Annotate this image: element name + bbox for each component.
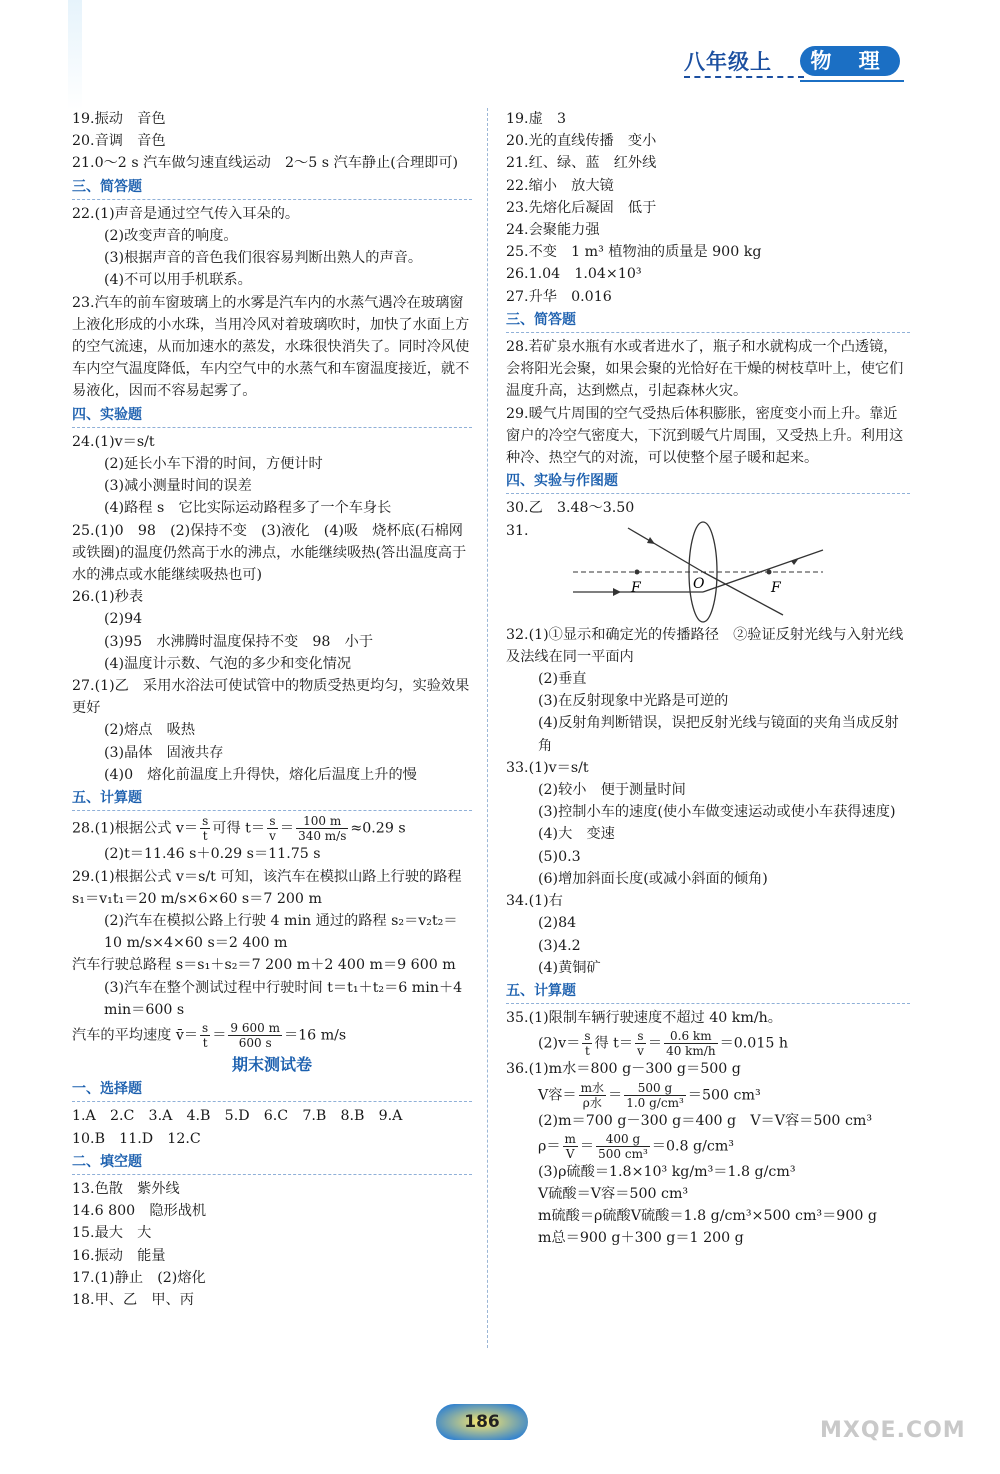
numerator: 100 m — [296, 814, 348, 829]
answer-26-4: (4)温度计示数、气泡的多少和变化情况 — [104, 655, 352, 672]
answer-17: 17.(1)静止 (2)熔化 — [72, 1269, 206, 1286]
formula-text: ＝ — [579, 1138, 595, 1155]
denominator: 340 m/s — [298, 829, 347, 844]
answer-25: 25.不变 1 m³ 植物油的质量是 900 kg — [506, 244, 762, 261]
fraction — [563, 1132, 578, 1161]
subject-badge: 物 理 — [800, 46, 900, 76]
answer-32-3: (3)在反射现象中光路是可逆的 — [538, 693, 729, 710]
answer-34-3: (3)4.2 — [538, 937, 581, 954]
numerator: s — [635, 1029, 646, 1044]
answer-27-2: (2)熔点 吸热 — [104, 722, 196, 739]
answer-19: 19.振动 音色 — [72, 111, 166, 127]
header-underline — [800, 80, 904, 82]
numerator: 0.6 km — [664, 1029, 718, 1044]
answer-36-acid-mass: m硫酸＝ρ硫酸V硫酸＝1.8 g/cm³×500 cm³＝900 g — [538, 1208, 877, 1225]
answer-33-5: (5)0.3 — [538, 848, 581, 865]
answer-14: 14.6 800 隐形战机 — [72, 1203, 207, 1220]
numerator: s — [202, 814, 209, 829]
answer-22-2: (2)改变声音的响度。 — [104, 228, 238, 245]
margin-decoration — [68, 0, 82, 110]
answer-30: 30.乙 3.48～3.50 — [506, 500, 635, 517]
section-heading-experiment: 四、实验题 — [72, 404, 472, 428]
answer-33-4: (4)大 变速 — [538, 826, 615, 843]
fraction — [200, 1021, 210, 1050]
section-heading-multiple-choice: 一、选择题 — [72, 1078, 472, 1102]
mc-answers-2: 10.B 11.D 12.C — [72, 1130, 201, 1147]
denominator: 40 km/h — [666, 1044, 716, 1059]
answer-20: 20.音调 音色 — [72, 133, 166, 150]
answer-28-1 — [72, 814, 472, 843]
answer-13: 13.色散 紫外线 — [72, 1180, 180, 1197]
answer-33-2: (2)较小 便于测量时间 — [538, 782, 686, 799]
answer-29-total: 汽车行驶总路程 s＝s₁＋s₂＝7 200 m＋2 400 m＝9 600 m — [72, 957, 456, 974]
formula-text: ＝ — [647, 1035, 663, 1052]
formula-text: V容＝ — [538, 1087, 577, 1104]
answer-35-1: 35.(1)限制车辆行驶速度不超过 40 km/h。 — [506, 1010, 782, 1027]
fraction — [582, 1029, 592, 1058]
denominator: t — [584, 1044, 590, 1059]
numerator: s — [267, 814, 278, 829]
optical-center-label: O — [692, 575, 705, 592]
answer-36-1: 36.(1)m水＝800 g－300 g＝500 g — [506, 1061, 741, 1078]
answer-31-number: 31. — [506, 522, 529, 539]
numerator: 500 g — [624, 1081, 686, 1096]
fraction — [664, 1029, 718, 1058]
answer-25: 25.(1)0 98 (2)保持不变 (3)液化 (4)吸 烧杯底(石棉网或铁圈)的温度仍然高于水的沸点，水能继续吸热(答出温度高于水的沸点或水能继续吸热也可) — [72, 522, 467, 584]
formula-text: ≈0.29 s — [350, 820, 406, 837]
section-heading-experiment-drawing: 四、实验与作图题 — [506, 470, 910, 494]
answer-24-3: (3)减小测量时间的误差 — [104, 478, 252, 495]
answer-36-volume — [506, 1081, 910, 1110]
answer-36-acid-volume: V硫酸＝V容＝500 cm³ — [538, 1185, 689, 1202]
formula-text: 得 t＝ — [594, 1035, 634, 1052]
answer-35-2 — [506, 1029, 910, 1058]
answer-26: 26.1.04 1.04×10³ — [506, 266, 642, 283]
answer-27-4: (4)0 熔化前温度上升得快，熔化后温度上升的慢 — [104, 766, 417, 783]
formula-text: ρ＝ — [538, 1138, 561, 1155]
answer-28: 28.若矿泉水瓶有水或者进水了，瓶子和水就构成一个凸透镜，会将阳光会聚，如果会聚的光恰好在干燥的树枝草叶上，使它们温度升高，达到燃点，引起森林火灾。 — [506, 339, 904, 400]
answer-26-2: (2)94 — [104, 611, 143, 628]
numerator: m水 — [580, 1080, 605, 1095]
formula-text: ＝ — [212, 1027, 227, 1044]
denominator: 600 s — [238, 1035, 272, 1050]
answer-34-2: (2)84 — [538, 915, 577, 932]
answer-32-4: (4)反射角判断错误，误把反射光线与镜面的夹角当成反射角 — [538, 715, 899, 754]
answer-32-1: 32.(1)①显示和确定光的传播路径 ②验证反射光线与入射光线及法线在同一平面内 — [506, 626, 904, 665]
formula-text: 可得 t＝ — [212, 820, 266, 837]
answer-33-3: (3)控制小车的速度(使小车做变速运动或使小车获得速度) — [538, 804, 896, 821]
answer-24-4: (4)路程 s 它比实际运动路程多了一个车身长 — [104, 500, 392, 517]
denominator: 500 cm³ — [598, 1146, 648, 1161]
formula-text: ＝0.015 h — [719, 1035, 789, 1052]
formula-text: ＝0.8 g/cm³ — [651, 1138, 734, 1155]
answer-28-2: (2)t＝11.46 s＋0.29 s＝11.75 s — [104, 846, 321, 863]
answer-18: 18.甲、乙 甲、丙 — [72, 1291, 194, 1308]
fraction — [596, 1132, 650, 1161]
formula-text: (2)v＝ — [538, 1035, 581, 1052]
fraction — [200, 814, 210, 843]
answer-23: 23.汽车的前车窗玻璃上的水雾是汽车内的水蒸气遇冷在玻璃窗上液化形成的小水珠，当用冷风对着玻璃吹时，加快了水面上方的空气流速，从而加速水的蒸发，水珠很快消失了。同时冷风使车内空气温度降低，车内空气中的水蒸气和车窗温度接近，就不易液化，因而不容易起雾了。 — [72, 294, 470, 400]
mc-answers-1: 1.A 2.C 3.A 4.B 5.D 6.C 7.B 8.B 9.A — [72, 1108, 403, 1125]
answer-29-3: (3)汽车在整个测试过程中行驶时间 t＝t₁＋t₂＝6 min＋4 min＝600 s — [104, 979, 463, 1018]
formula-text: ＝16 m/s — [283, 1027, 347, 1044]
page-number: 186 — [436, 1404, 528, 1440]
answer-36-3: (3)ρ硫酸＝1.8×10³ kg/m³＝1.8 g/cm³ — [538, 1163, 796, 1180]
column-divider — [487, 108, 488, 1348]
answer-23: 23.先熔化后凝固 低于 — [506, 199, 657, 216]
right-column — [506, 108, 910, 1250]
fraction — [228, 1021, 282, 1050]
section-heading-short-answer: 三、简答题 — [72, 176, 472, 200]
numerator: m — [564, 1131, 576, 1146]
fraction — [624, 1081, 686, 1110]
answer-29-1: 29.(1)根据公式 v＝s/t 可知，该汽车在模拟山路上行驶的路程 s₁＝v₁t₁＝20 m/s×6×60 s＝7 200 m — [72, 868, 462, 907]
answer-34-1: 34.(1)右 — [506, 893, 563, 910]
answer-22-3: (3)根据声音的音色我们很容易判断出熟人的声音。 — [104, 250, 423, 267]
watermark: MXQE.COM — [820, 1418, 966, 1443]
answer-22: 22.缩小 放大镜 — [506, 177, 614, 194]
arrow-head — [791, 558, 799, 565]
answer-15: 15.最大 大 — [72, 1225, 152, 1242]
arrow-head — [613, 588, 621, 596]
answer-21: 21.0～2 s 汽车做匀速直线运动 2～5 s 汽车静止(合理即可) — [72, 155, 459, 172]
refracted-ray-2 — [703, 550, 823, 592]
denominator: ρ水 — [582, 1095, 602, 1110]
grade-label: 八年级上 — [684, 50, 772, 74]
formula-text: ＝ — [279, 820, 295, 837]
answer-31 — [506, 520, 910, 624]
answer-32-2: (2)垂直 — [538, 671, 587, 688]
section-heading-calculation: 五、计算题 — [506, 980, 910, 1004]
denominator: V — [565, 1146, 575, 1161]
section-heading-short-answer: 三、简答题 — [506, 309, 910, 333]
answer-22-4: (4)不可以用手机联系。 — [104, 272, 252, 289]
answer-16: 16.振动 能量 — [72, 1247, 166, 1264]
numerator: 400 g — [596, 1132, 650, 1147]
focus-point-left — [634, 569, 639, 574]
formula-text: 汽车的平均速度 v̄＝ — [72, 1027, 199, 1044]
denominator: v — [637, 1044, 644, 1059]
answer-21: 21.红、绿、蓝 红外线 — [506, 155, 657, 172]
answer-26-3: (3)95 水沸腾时温度保持不变 98 小于 — [104, 633, 374, 650]
answer-24-1: 24.(1)v＝s/t — [72, 433, 155, 450]
answer-22-1: 22.(1)声音是通过空气传入耳朵的。 — [72, 205, 300, 222]
section-heading-fill-blank: 二、填空题 — [72, 1151, 472, 1175]
numerator: 9 600 m — [230, 1020, 280, 1035]
answer-27-3: (3)晶体 固液共存 — [104, 744, 224, 761]
fraction — [635, 1029, 646, 1058]
denominator: 1.0 g/cm³ — [626, 1095, 684, 1110]
answer-29-2: (2)汽车在模拟公路上行驶 4 min 通过的路程 s₂＝v₂t₂＝10 m/s×4×60 s＝2 400 m — [104, 912, 458, 952]
answer-36-2: (2)m＝700 g－300 g＝400 g V＝V容＝500 cm³ — [538, 1112, 873, 1129]
focus-label-left: F — [630, 579, 641, 596]
formula-text: ＝ — [608, 1087, 623, 1104]
lens-ray-diagram — [553, 520, 833, 624]
answer-26-1: 26.(1)秒表 — [72, 589, 144, 606]
answer-24: 24.会聚能力强 — [506, 222, 600, 239]
fraction — [267, 814, 278, 843]
denominator: t — [202, 829, 208, 844]
answer-20: 20.光的直线传播 变小 — [506, 133, 657, 150]
numerator: s — [202, 1020, 209, 1035]
header-dash-line — [684, 76, 804, 78]
answer-34-4: (4)黄铜矿 — [538, 959, 601, 976]
answer-19: 19.虚 3 — [506, 111, 566, 127]
focus-point-right — [766, 569, 771, 574]
answer-33-1: 33.(1)v＝s/t — [506, 759, 589, 776]
left-column — [72, 108, 472, 1311]
incident-ray-1 — [628, 528, 703, 572]
section-heading-calculation: 五、计算题 — [72, 787, 472, 811]
answer-36-total-mass: m总＝900 g＋300 g＝1 200 g — [538, 1230, 744, 1247]
answer-29: 29.暖气片周围的空气受热后体积膨胀，密度变小而上升。靠近窗户的冷空气密度大，下沉到暖气片周围，又受热上升。利用这种冷、热空气的对流，可以使整个屋子暖和起来。 — [506, 405, 904, 467]
fraction — [579, 1081, 606, 1110]
answer-29-average — [72, 1021, 472, 1050]
answer-27-1: 27.(1)乙 采用水浴法可使试管中的物质受热更均匀，实验效果更好 — [72, 678, 470, 717]
answer-36-density — [506, 1132, 910, 1161]
fraction — [296, 814, 348, 843]
formula-text: 28.(1)根据公式 v＝ — [72, 820, 199, 837]
denominator: t — [202, 1035, 208, 1050]
answer-27: 27.升华 0.016 — [506, 288, 612, 305]
denominator: v — [269, 829, 276, 844]
final-exam-title: 期末测试卷 — [231, 1054, 312, 1074]
numerator: s — [584, 1029, 591, 1044]
focus-label-right: F — [770, 579, 781, 596]
answer-33-6: (6)增加斜面长度(或减小斜面的倾角) — [538, 870, 768, 887]
answer-24-2: (2)延长小车下滑的时间，方便计时 — [104, 456, 323, 473]
formula-text: ＝500 cm³ — [687, 1087, 761, 1104]
